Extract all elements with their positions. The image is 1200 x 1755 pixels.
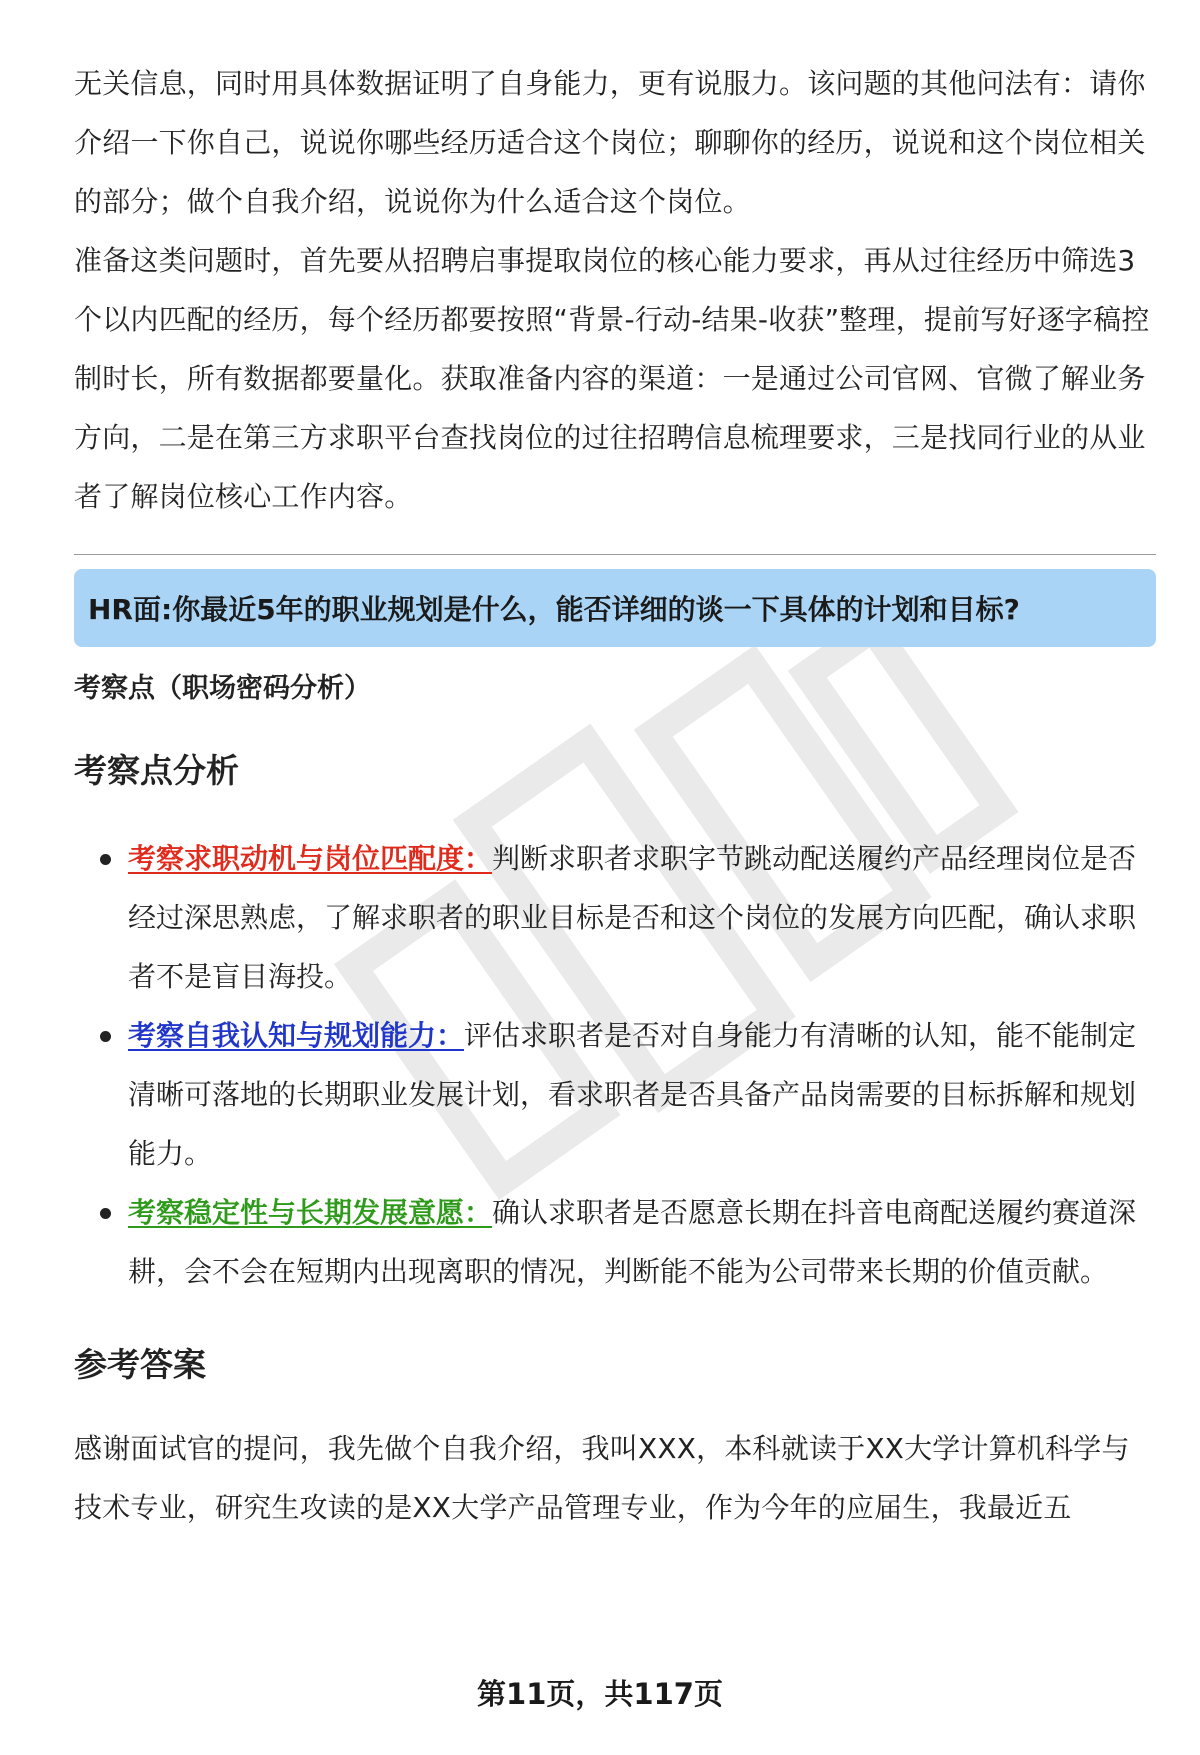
list-item xyxy=(74,829,1156,1006)
bullet-dot-icon xyxy=(100,1208,111,1219)
evaluation-subheading: 考察点（职场密码分析） xyxy=(74,673,371,704)
analysis-heading: 考察点分析 xyxy=(74,751,239,790)
list-item xyxy=(74,1183,1156,1301)
answer-heading: 参考答案 xyxy=(74,1345,206,1384)
point-label-stability: 考察稳定性与长期发展意愿： xyxy=(128,1196,493,1229)
question-banner xyxy=(74,569,1156,647)
intro-paragraph-1: 无关信息，同时用具体数据证明了自身能力，更有说服力。该问题的其他问法有：请你介绍一下你自己，说说你哪些经历适合这个岗位；聊聊你的经历，说说和这个岗位相关的部分；做个自我介绍，说说你为什么适合这个岗位。 xyxy=(74,67,1146,218)
bullet-dot-icon xyxy=(100,854,111,865)
point-text-self-awareness: 评估求职者是否对自身能力有清晰的认知，能不能制定清晰可落地的长期职业发展计划，看求职者是否具备产品岗需要的目标拆解和规划能力。 xyxy=(128,1019,1137,1170)
main-content xyxy=(74,54,1156,1537)
section-divider xyxy=(74,554,1156,555)
intro-paragraph-2: 准备这类问题时，首先要从招聘启事提取岗位的核心能力要求，再从过往经历中筛选3个以内匹配的经历，每个经历都要按照“背景-行动-结果-收获”整理，提前写好逐字稿控制时长，所有数据都要量化。获取准备内容的渠道：一是通过公司官网、官微了解业务方向，二是在第三方求职平台查找岗位的过往招聘信息梳理要求，三是找同行业的从业者了解岗位核心工作内容。 xyxy=(74,244,1150,513)
page-number: 第11页，共117页 xyxy=(477,1677,723,1711)
point-text-stability: 确认求职者是否愿意长期在抖音电商配送履约赛道深耕，会不会在短期内出现离职的情况，判断能不能为公司带来长期的价值贡献。 xyxy=(128,1196,1137,1288)
point-label-motivation: 考察求职动机与岗位匹配度： xyxy=(128,842,493,875)
answer-paragraph: 感谢面试官的提问，我先做个自我介绍，我叫XXX，本科就读于XX大学计算机科学与技术专业，研究生攻读的是XX大学产品管理专业，作为今年的应届生，我最近五 xyxy=(74,1432,1130,1524)
point-text-motivation: 判断求职者求职字节跳动配送履约产品经理岗位是否经过深思熟虑，了解求职者的职业目标是否和这个岗位的发展方向匹配，确认求职者不是盲目海投。 xyxy=(128,842,1137,993)
point-label-self-awareness: 考察自我认知与规划能力： xyxy=(128,1019,465,1052)
analysis-list xyxy=(74,829,1156,1301)
list-item xyxy=(74,1006,1156,1183)
bullet-dot-icon xyxy=(100,1031,111,1042)
question-text: HR面:你最近5年的职业规划是什么，能否详细的谈一下具体的计划和目标? xyxy=(88,593,1020,626)
